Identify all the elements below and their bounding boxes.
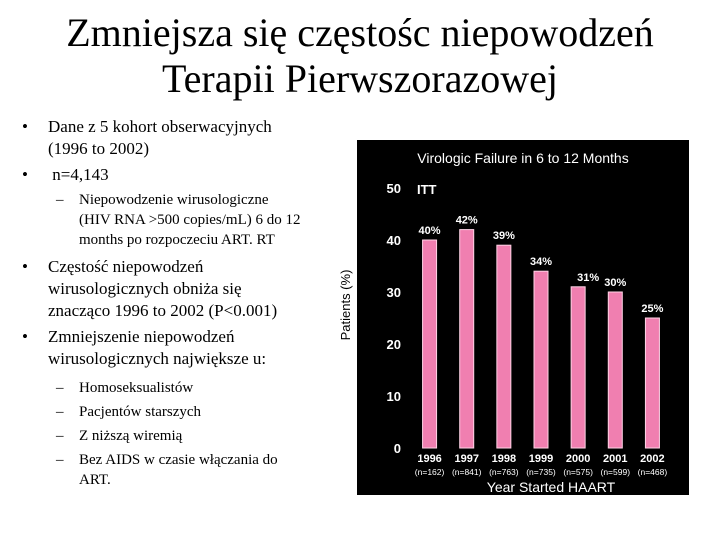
itt-annotation: ITT bbox=[417, 182, 437, 197]
bullet-line: Dane z 5 kohort obserwacyjnych bbox=[48, 117, 272, 136]
sub-bullet-item bbox=[22, 426, 352, 446]
slide-title-line-1: Zmniejsza się częstośc niepowodzeń bbox=[66, 10, 654, 55]
slide-title-line-2: Terapii Pierwszorazowej bbox=[162, 56, 558, 101]
sub-bullet-marker: – bbox=[56, 452, 64, 468]
sub-bullet-item bbox=[22, 450, 352, 490]
bar bbox=[608, 292, 622, 448]
y-tick-label: 0 bbox=[393, 441, 401, 456]
bar bbox=[645, 318, 659, 448]
y-tick-label: 50 bbox=[386, 181, 401, 196]
bullet-line: ART. bbox=[79, 472, 111, 488]
bar-value-label: 40% bbox=[418, 225, 441, 237]
bullet-line: znacząco 1996 to 2002 (P<0.001) bbox=[48, 301, 278, 320]
bullet-item bbox=[22, 326, 352, 370]
y-axis-label: Patients (%) bbox=[338, 269, 353, 341]
bar-value-label: 34% bbox=[529, 256, 553, 269]
bullet-line: n=4,143 bbox=[48, 165, 109, 184]
bar bbox=[497, 245, 511, 448]
chart-panel bbox=[357, 140, 689, 495]
sub-bullet-item bbox=[22, 190, 352, 250]
bullet-line: wirusologicznych największe u: bbox=[48, 349, 267, 368]
bullet-line: Z niższą wiremią bbox=[79, 428, 183, 444]
bullet-item bbox=[22, 256, 352, 322]
bullet-item bbox=[22, 116, 352, 160]
bar-value-label: 31% bbox=[577, 271, 600, 284]
bullet-item bbox=[22, 164, 352, 186]
bar-value-label: 25% bbox=[641, 303, 664, 315]
y-axis-label-wrap bbox=[333, 220, 357, 390]
bar-chart bbox=[357, 140, 689, 495]
bullet-list bbox=[22, 116, 352, 494]
bullet-line: Homoseksualistów bbox=[79, 380, 194, 396]
bullet-marker: • bbox=[22, 165, 28, 184]
sub-bullet-marker: – bbox=[56, 380, 64, 396]
bar bbox=[534, 271, 548, 448]
bullet-marker: • bbox=[22, 327, 28, 346]
slide-title bbox=[0, 10, 720, 102]
sample-size-label: (n=468) bbox=[637, 467, 668, 477]
bullet-line: wirusologicznych obniża się bbox=[48, 279, 242, 298]
bullet-line: Niepowodzenie wirusologiczne bbox=[79, 192, 269, 208]
sub-bullet-item bbox=[22, 378, 352, 398]
bar bbox=[423, 240, 437, 448]
bullet-line: Częstość niepowodzeń bbox=[48, 257, 204, 276]
bullet-line: (HIV RNA >500 copies/mL) 6 do 12 bbox=[79, 212, 301, 228]
bar-value-label: 39% bbox=[492, 230, 515, 243]
sample-size-label: (n=599) bbox=[600, 467, 631, 477]
bar bbox=[571, 287, 585, 448]
sample-size-label: (n=841) bbox=[451, 467, 482, 477]
x-tick-label: 2001 bbox=[603, 453, 628, 465]
x-tick-label: 2000 bbox=[565, 453, 591, 465]
x-tick-label: 1999 bbox=[528, 453, 554, 465]
bullet-line: Zmniejszenie niepowodzeń bbox=[48, 327, 235, 346]
bullet-line: months po rozpoczeciu ART. RT bbox=[79, 232, 275, 248]
x-tick-label: 2002 bbox=[640, 453, 665, 465]
bullet-line: Bez AIDS w czasie włączania do bbox=[79, 452, 278, 468]
y-tick-label: 10 bbox=[386, 389, 401, 404]
y-tick-label: 30 bbox=[386, 285, 401, 300]
x-axis-label: Year Started HAART bbox=[486, 479, 616, 495]
sample-size-label: (n=575) bbox=[563, 467, 593, 477]
y-tick-label: 20 bbox=[386, 337, 401, 352]
bar-value-label: 42% bbox=[455, 214, 478, 227]
chart-title: Virologic Failure in 6 to 12 Months bbox=[417, 150, 629, 166]
sub-bullet-marker: – bbox=[56, 428, 64, 444]
x-tick-label: 1997 bbox=[454, 453, 479, 465]
sample-size-label: (n=162) bbox=[414, 467, 445, 477]
sub-bullet-marker: – bbox=[56, 404, 64, 420]
x-tick-label: 1998 bbox=[491, 453, 517, 465]
bar bbox=[460, 230, 474, 448]
bullet-line: Pacjentów starszych bbox=[79, 404, 202, 420]
sample-size-label: (n=735) bbox=[526, 467, 556, 477]
bullet-marker: • bbox=[22, 117, 28, 136]
sub-bullet-item bbox=[22, 402, 352, 422]
bar-value-label: 30% bbox=[604, 277, 627, 289]
sub-bullet-marker: – bbox=[56, 192, 64, 208]
x-tick-label: 1996 bbox=[417, 453, 442, 465]
sample-size-label: (n=763) bbox=[489, 467, 519, 477]
bullet-line: (1996 to 2002) bbox=[48, 139, 150, 158]
bullet-marker: • bbox=[22, 257, 28, 276]
y-tick-label: 40 bbox=[386, 233, 401, 248]
